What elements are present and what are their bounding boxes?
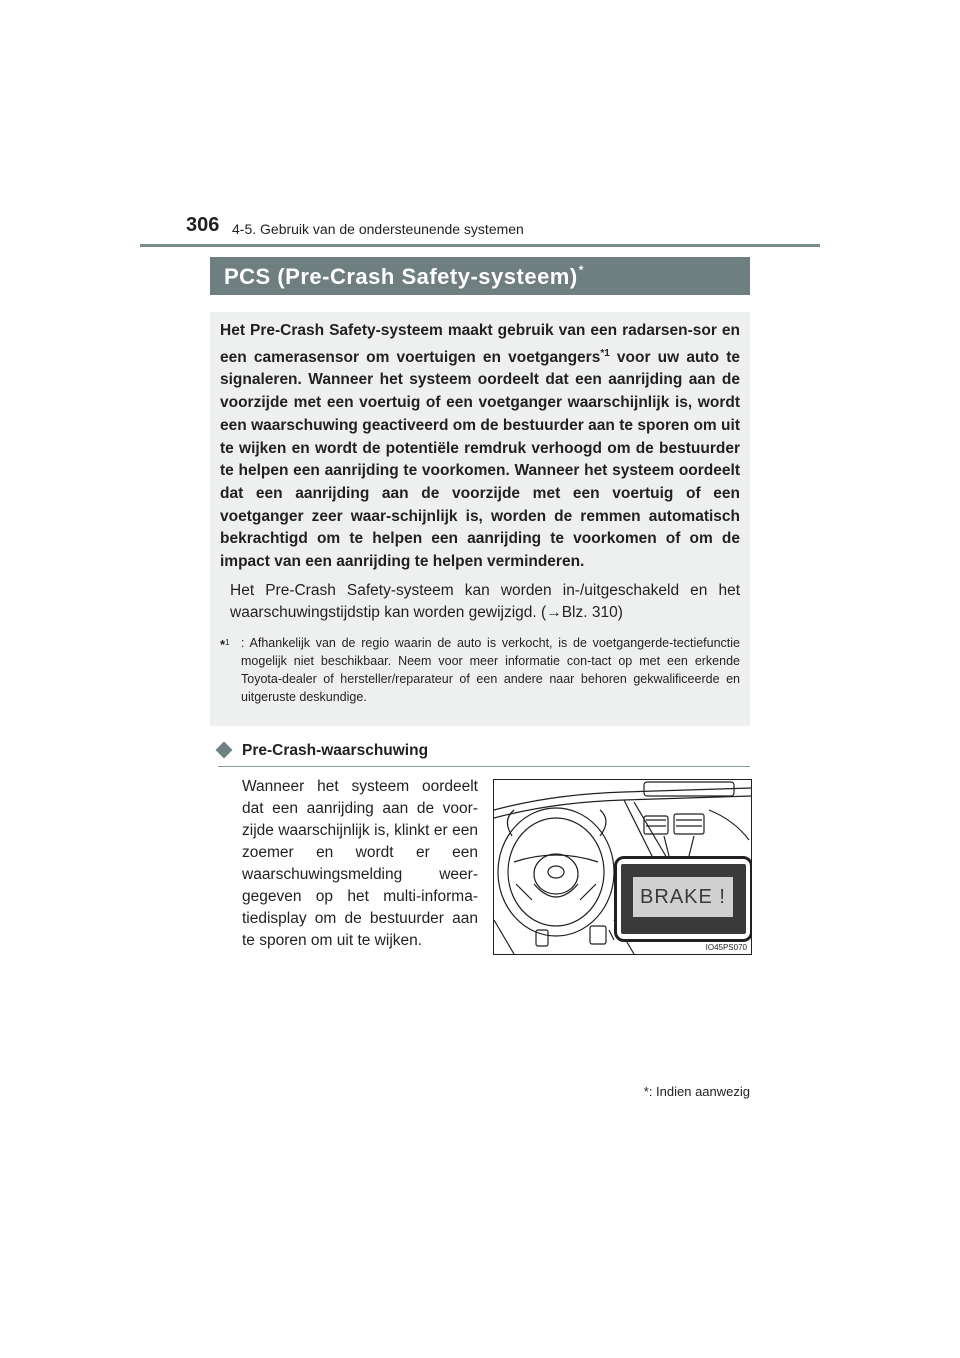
figure-code: IO45PS070 [705,943,747,952]
title-asterisk: * [578,263,584,277]
footnote-marker [220,634,230,654]
subsection-heading [218,742,750,767]
multi-information-display-callout [614,856,752,942]
chapter-title: 4-5. Gebruik van de ondersteunende systemen [232,221,524,237]
settings-note-text: Het Pre-Crash Safety-systeem kan worden in-/uitgeschakeld en het waarschuwingstijdstip kan worden gewijzigd. ( [230,581,740,621]
arrow-icon: → [546,603,562,621]
diamond-icon [216,742,233,759]
footnote [220,634,740,706]
availability-note [636,1084,750,1099]
section-title-bar [210,257,750,295]
availability-note-text: : Indien aanwezig [648,1084,750,1099]
intro-text-end: voor uw auto te signaleren. Wanneer het systeem oordeelt dat een aanrijding aan de voorzijde met een voertuig of een voetganger waarschijnlijk is, wordt een waarschuwing geactiveerd om de bestuurder aan te sporen om uit te wijken en wordt de potentiële remdruk verhoogd om de bestuurder te helpen een aanrijding te voorkomen. Wanneer het systeem oordeelt dat een aanrijding aan de voorzijde met een voertuig of een voetganger zeer waar-schijnlijk is, worden de remmen automatisch bekrachtigd om te helpen een aanrijding te voorkomen of om de impact van een aanrijding te helpen verminderen. [220,348,740,571]
footnote-text: : Afhankelijk van de regio waarin de auto is verkocht, is de voetgangerde-tectiefunctie mogelijk niet beschikbaar. Neem voor meer informatie con-tact op met een erkende Toyota-dealer of hersteller/reparateur of een andere naar behoren gekwalificeerde en uitgeruste deskundige. [241,635,740,704]
settings-note [230,580,740,624]
display-panel [621,864,746,934]
subsection-title: Pre-Crash-waarschuwing [242,742,429,759]
page-reference-link[interactable]: Blz. 310) [561,603,623,621]
page-title: PCS (Pre-Crash Safety-systeem) [224,264,578,289]
asterisk-icon: * [643,1084,649,1099]
brake-warning-message: BRAKE ! [633,877,733,917]
footnote-number: 1 [225,637,230,647]
dashboard-illustration [493,779,752,955]
subsection-body: Wanneer het systeem oordeelt dat een aanrijding aan de voor-zijde waarschijnlijk is, klinkt er een zoemer en wordt er een waarschuwingsmelding weer-gegeven op het multi-informa-tiedisplay om de bestuurder aan te sporen om uit te wijken. [242,778,478,949]
intro-paragraph [220,320,740,574]
intro-text-start: Het Pre-Crash Safety-systeem maakt gebruik van een radarsen-sor en een camerasensor om voertuigen en voetgangers [220,322,740,366]
page-number: 306 [186,214,220,236]
asterisk-icon: * [220,636,226,652]
footnote-ref: *1 [600,347,610,359]
intro-box [210,312,750,726]
header-divider [140,244,820,247]
page-header [186,214,816,246]
